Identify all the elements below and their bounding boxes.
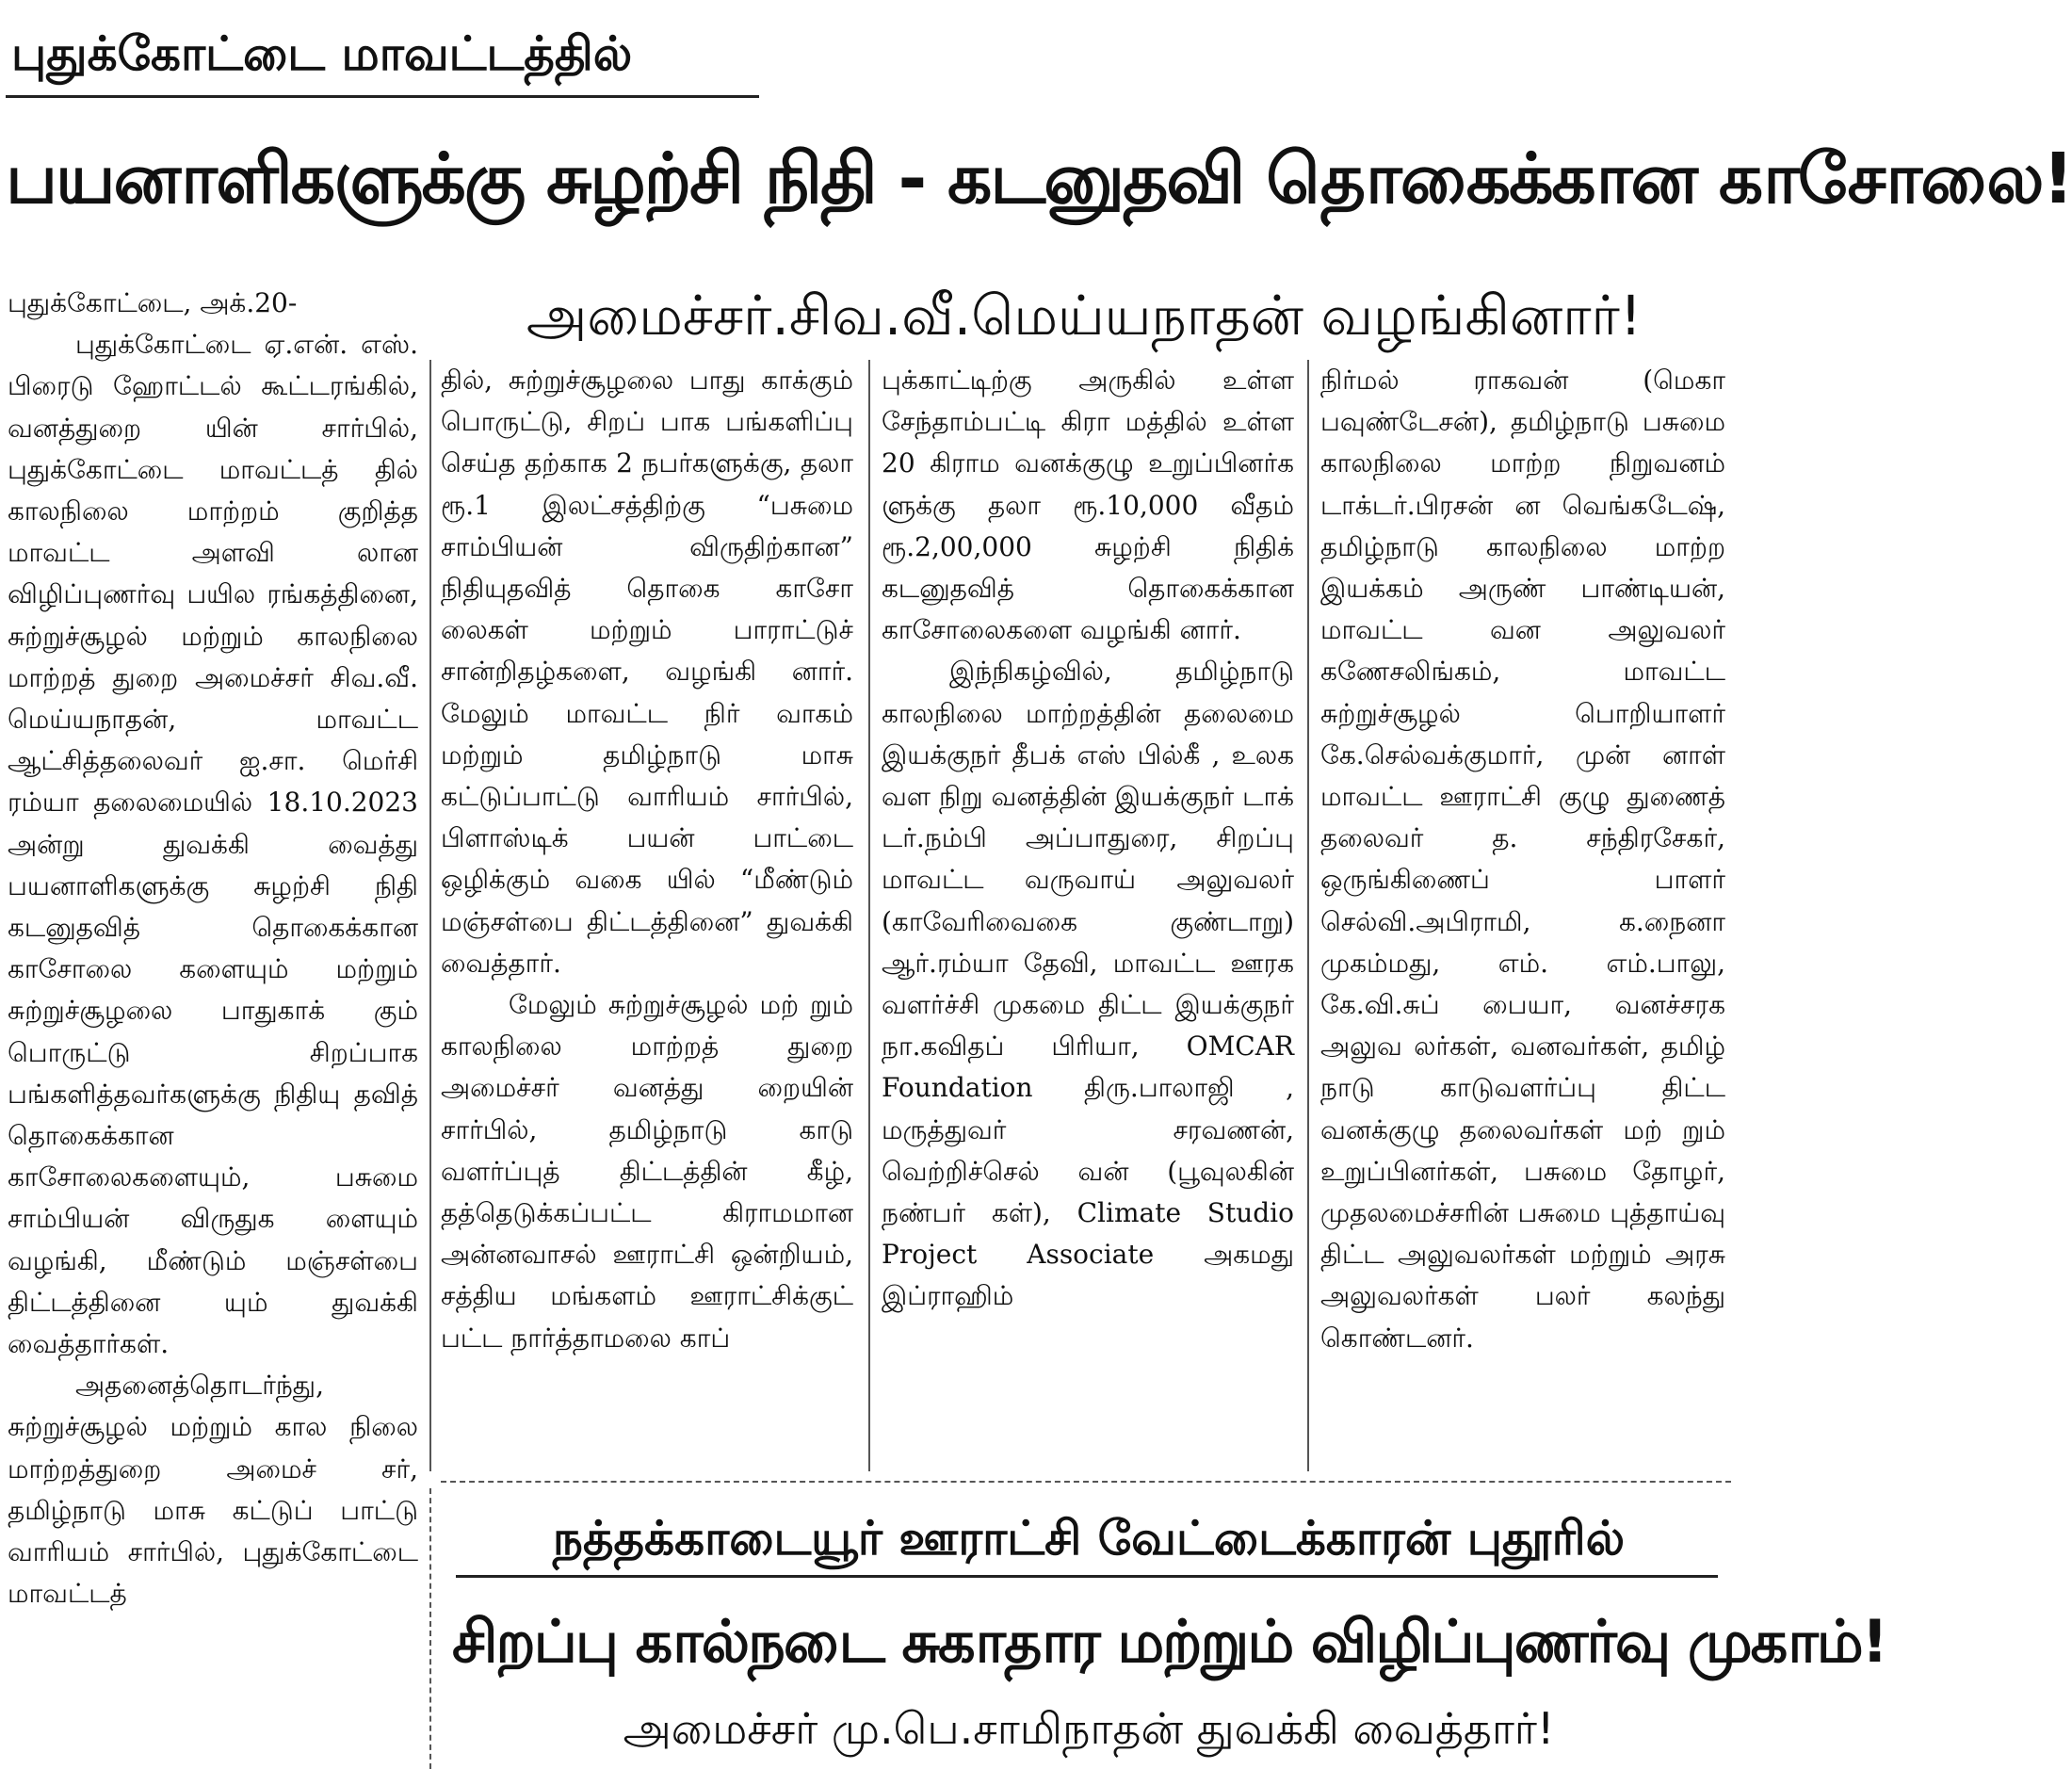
article-column-3 <box>882 360 1294 1471</box>
article-paragraph: நிர்மல் ராகவன் (மெகா பவுண்டேசன்), தமிழ்நாடு பசுமை காலநிலை மாற்ற நிறுவனம் டாக்டர்.பிரசன் ன வெங்கடேஷ், தமிழ்நாடு காலநிலை மாற்ற இயக்கம் அருண் பாண்டியன், மாவட்ட வன அலுவலர் கணேசலிங்கம், மாவட்ட சுற்றுச்சூழல் பொறியாளர் கே.செல்வக்குமார், முன் னாள் மாவட்ட ஊராட்சி குழு துணைத் தலைவர் த. சந்திரசேகர், ஒருங்கிணைப் பாளர் செல்வி.அபிராமி, க.நைனா முகம்மது, எம். எம்.பாலு, கே.வி.சுப் பையா, வனச்சரக அலுவ லர்கள், வனவர்கள், தமிழ் நாடு காடுவளர்ப்பு திட்ட வனக்குழு தலைவர்கள் மற் றும் உறுப்பினர்கள், பசுமை தோழர், முதலமைச்சரின் பசுமை புத்தாய்வு திட்ட அலுவலர்கள் மற்றும் அரசு அலுவலர்கள் பலர் கலந்து கொண்டனர். <box>1320 365 1725 1354</box>
column-divider <box>1307 360 1309 1471</box>
kicker-underline <box>456 1575 1718 1578</box>
article-paragraph: தில், சுற்றுச்சூழலை பாது காக்கும் பொருட்டு, சிறப் பாக பங்களிப்பு செய்த தற்காக 2 நபர்களுக்கு, தலா ரூ.1 இலட்சத்திற்கு “பசுமை சாம்பியன் விருதிற்கான” நிதியுதவித் தொகை காசோ லைகள் மற்றும் பாராட்டுச் சான்றிதழ்களை, வழங்கி னார். மேலும் மாவட்ட நிர் வாகம் மற்றும் தமிழ்நாடு மாசு கட்டுப்பாட்டு வாரியம் சார்பில், பிளாஸ்டிக் பயன் பாட்டை ஒழிக்கும் வகை யில் “மீண்டும் மஞ்சள்பை திட்டத்தினை” துவக்கி வைத்தார். <box>441 365 853 979</box>
article-paragraph: அதனைத்தொடர்ந்து, சுற்றுச்சூழல் மற்றும் கால நிலை மாற்றத்துறை அமைச் சர், தமிழ்நாடு மாசு கட்டுப் பாட்டு வாரியம் சார்பில், புதுக்கோட்டை மாவட்டத் <box>8 1370 418 1610</box>
column-divider <box>868 360 870 1471</box>
article-column-1 <box>8 283 418 1766</box>
dateline: புதுக்கோட்டை, அக்.20- <box>8 287 298 318</box>
story1-subhead: அமைச்சர்.சிவ.வீ.மெய்யநாதன் வழங்கினார்! <box>526 284 1643 348</box>
story2-headline: சிறப்பு கால்நடை சுகாதார மற்றும் விழிப்புணர்வு முகாம்! <box>452 1607 1886 1676</box>
story1-kicker: புதுக்கோட்டை மாவட்டத்தில் <box>6 23 759 98</box>
article-paragraph: புக்காட்டிற்கு அருகில் உள்ள சேந்தாம்பட்டி கிரா மத்தில் உள்ள 20 கிராம வனக்குழு உறுப்பினர்க ளுக்கு தலா ரூ.10,000 வீதம் ரூ.2,00,000 சுழற்சி நிதிக் கடனுதவித் தொகைக்கான காசோலைகளை வழங்கி னார். <box>882 365 1294 646</box>
article-paragraph: மேலும் சுற்றுச்சூழல் மற் றும் காலநிலை மாற்றத் துறை அமைச்சர் வனத்து றையின் சார்பில், தமிழ்நாடு காடு வளர்ப்புத் திட்டத்தின் கீழ், தத்தெடுக்கப்பட்ட கிராமமான அன்னவாசல் ஊராட்சி ஒன்றியம், சத்திய மங்களம் ஊராட்சிக்குட் பட்ட நார்த்தாமலை காப் <box>441 989 853 1354</box>
article-paragraph: புதுக்கோட்டை ஏ.என். எஸ். பிரைடு ஹோட்டல் கூட்டரங்கில், வனத்துறை யின் சார்பில், புதுக்கோட்டை மாவட்டத் தில் காலநிலை மாற்றம் குறித்த மாவட்ட அளவி லான விழிப்புணர்வு பயில ரங்கத்தினை, சுற்றுச்சூழல் மற்றும் காலநிலை மாற்றத் துறை அமைச்சர் சிவ.வீ. மெய்யநாதன், மாவட்ட ஆட்சித்தலைவர் ஐ.சா. மெர்சி ரம்யா தலைமையில் 18.10.2023 அன்று துவக்கி வைத்து பயனாளிகளுக்கு சுழற்சி நிதி கடனுதவித் தொகைக்கான காசோலை களையும் மற்றும் சுற்றுச்சூழலை பாதுகாக் கும் பொருட்டு சிறப்பாக பங்களித்தவர்களுக்கு நிதியு தவித் தொகைக்கான காசோலைகளையும், பசுமை சாம்பியன் விருதுக ளையும் வழங்கி, மீண்டும் மஞ்சள்பை திட்டத்தினை யும் துவக்கி வைத்தார்கள். <box>8 329 418 1360</box>
article-column-2 <box>441 360 853 1471</box>
article-paragraph: இந்நிகழ்வில், தமிழ்நாடு காலநிலை மாற்றத்தின் தலைமை இயக்குநர் தீபக் எஸ் பில்கீ , உலக வள நிறு வனத்தின் இயக்குநர் டாக் டர்.நம்பி அப்பாதுரை, சிறப்பு மாவட்ட வருவாய் அலுவலர் (காவேரிவைகை குண்டாறு) ஆர்.ரம்யா தேவி, மாவட்ட ஊரக வளர்ச்சி முகமை திட்ட இயக்குநர் நா.கவிதப் பிரியா, OMCAR Foundation திரு.பாலாஜி , மருத்துவர் சரவணன், வெற்றிச்செல் வன் (பூவுலகின் நண்பர் கள்), Climate Studio Project Associate அகமது இப்ராஹிம் <box>882 656 1294 1312</box>
column-divider <box>429 360 431 1471</box>
column-divider <box>429 1488 431 1769</box>
story-separator <box>441 1481 1731 1483</box>
article-column-4 <box>1320 360 1725 1471</box>
story1-headline: பயனாளிகளுக்கு சுழற்சி நிதி - கடனுதவி தொகைக்கான காசோலை! <box>6 138 2072 219</box>
story2-kicker: நத்தக்காடையூர் ஊராட்சி வேட்டைக்காரன் புதூரில் <box>552 1511 1626 1566</box>
story2-subhead: அமைச்சர் மு.பெ.சாமிநாதன் துவக்கி வைத்தார்! <box>623 1703 1555 1754</box>
